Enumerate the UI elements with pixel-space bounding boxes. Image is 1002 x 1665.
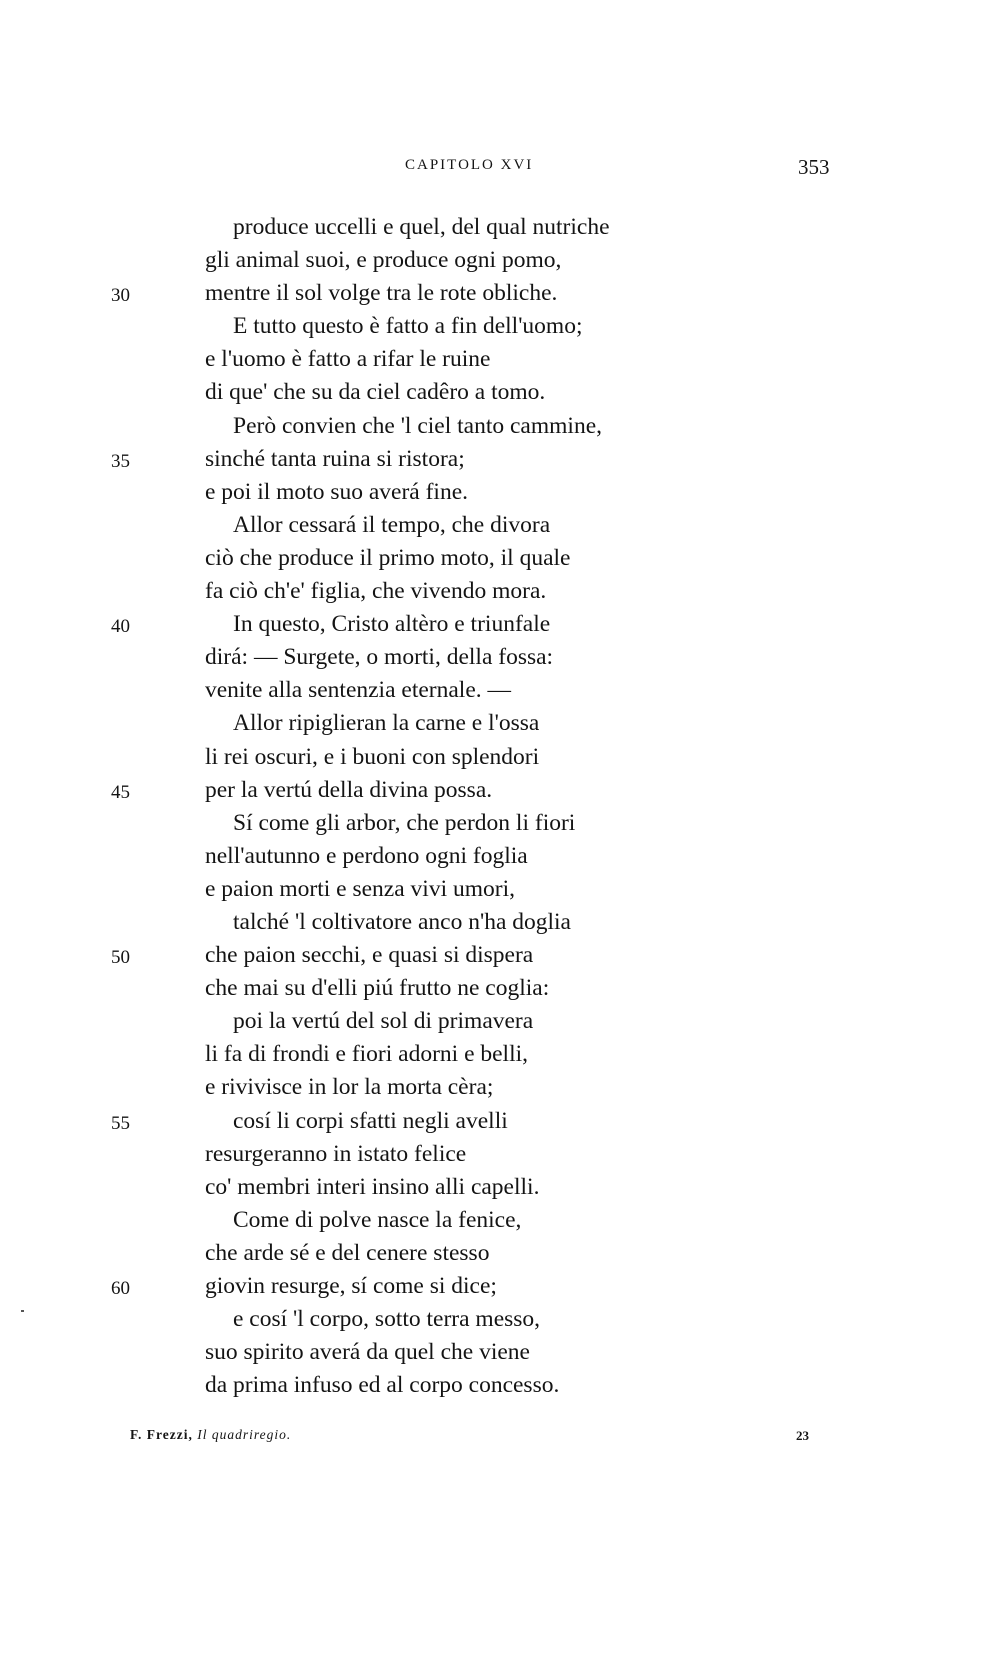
verse-text: Però convien che 'l ciel tanto cammine, <box>233 412 603 439</box>
verse-text: ciò che produce il primo moto, il quale <box>205 544 571 571</box>
signature-mark: 23 <box>796 1428 809 1443</box>
verse-line <box>0 641 1002 674</box>
verse-line <box>0 1138 1002 1171</box>
line-number: 55 <box>111 1112 130 1134</box>
verse-text: co' membri interi insino alli capelli. <box>205 1173 540 1200</box>
verse-text: da prima infuso ed al corpo concesso. <box>205 1372 560 1399</box>
verse-line <box>0 1369 1002 1402</box>
verse-text: poi la vertú del sol di primavera <box>233 1008 534 1035</box>
verse-line <box>0 343 1002 376</box>
verse-text: fa ciò ch'e' figlia, che vivendo mora. <box>205 578 547 605</box>
verse-line <box>0 310 1002 343</box>
verse-text: che paion secchi, e quasi si dispera <box>205 942 534 969</box>
footer-work-title: Il quadriregio. <box>197 1427 292 1442</box>
verse-text: Allor cessará il tempo, che divora <box>233 511 551 538</box>
verse-line <box>0 1005 1002 1038</box>
verse-text: e paion morti e senza vivi umori, <box>205 875 515 902</box>
verse-text: resurgeranno in istato felice <box>205 1140 467 1167</box>
verse-line <box>0 608 1002 641</box>
verse-text: li fa di frondi e fiori adorni e belli, <box>205 1041 529 1068</box>
line-number: 45 <box>111 781 130 803</box>
line-number: 60 <box>111 1278 130 1299</box>
verse-text: nell'autunno e perdono ogni foglia <box>205 842 528 869</box>
verse-line <box>0 1204 1002 1237</box>
footer-citation <box>130 1427 291 1443</box>
line-number: 50 <box>111 947 130 969</box>
verse-line <box>0 1336 1002 1369</box>
page-number: 353 <box>798 155 830 179</box>
verse-text: per la vertú della divina possa. <box>205 776 493 803</box>
verse-text: di que' che su da ciel cadêro a tomo. <box>205 379 546 406</box>
verse-text: In questo, Cristo altèro e triunfale <box>233 611 551 638</box>
verse-text: talché 'l coltivatore anco n'ha doglia <box>233 908 571 935</box>
verse-text: E tutto questo è fatto a fin dell'uomo; <box>233 313 583 340</box>
verse-line <box>0 1071 1002 1104</box>
verse-text: venite alla sentenzia eternale. — <box>205 677 511 704</box>
verse-line <box>0 873 1002 906</box>
verse-line <box>0 476 1002 509</box>
verse-text: li rei oscuri, e i buoni con splendori <box>205 743 540 770</box>
verse-line <box>0 972 1002 1005</box>
verse-line <box>0 244 1002 277</box>
verse-line <box>0 211 1002 244</box>
verse-text: e poi il moto suo averá fine. <box>205 478 468 505</box>
verse-line <box>0 277 1002 310</box>
verse-line <box>0 443 1002 476</box>
line-number: 35 <box>111 450 130 472</box>
verse-line <box>0 542 1002 575</box>
poem-text <box>0 211 1002 1402</box>
verse-text: e rivivisce in lor la morta cèra; <box>205 1074 494 1101</box>
verse-text: Come di polve nasce la fenice, <box>233 1206 522 1233</box>
verse-text: che mai su d'elli piú frutto ne coglia: <box>205 975 550 1002</box>
verse-line <box>0 575 1002 608</box>
verse-line <box>0 1270 1002 1303</box>
verse-text: Allor ripiglieran la carne e l'ossa <box>233 710 540 737</box>
verse-text: produce uccelli e quel, del qual nutriche <box>233 214 610 240</box>
verse-line <box>0 1038 1002 1071</box>
verse-text: dirá: — Surgete, o morti, della fossa: <box>205 644 554 671</box>
line-number: 30 <box>111 285 130 307</box>
verse-line <box>0 939 1002 972</box>
verse-text: che arde sé e del cenere stesso <box>205 1239 490 1266</box>
verse-line <box>0 509 1002 542</box>
chapter-title: CAPITOLO XVI <box>405 157 534 173</box>
verse-line <box>0 1303 1002 1336</box>
verse-text: mentre il sol volge tra le rote obliche. <box>205 280 558 307</box>
verse-text: cosí li corpi sfatti negli avelli <box>233 1107 508 1134</box>
footer-author: F. Frezzi, <box>130 1427 193 1442</box>
verse-line <box>0 774 1002 807</box>
verse-line <box>0 840 1002 873</box>
verse-text: Sí come gli arbor, che perdon li fiori <box>233 809 576 836</box>
verse-text: giovin resurge, sí come si dice; <box>205 1273 497 1299</box>
verse-text: suo spirito averá da quel che viene <box>205 1339 530 1366</box>
verse-line <box>0 376 1002 409</box>
line-number: 40 <box>111 616 130 638</box>
verse-text: e cosí 'l corpo, sotto terra messo, <box>233 1306 541 1333</box>
scan-speck <box>21 1310 24 1312</box>
verse-line <box>0 707 1002 740</box>
verse-line <box>0 807 1002 840</box>
verse-text: sinché tanta ruina si ristora; <box>205 445 465 472</box>
verse-line <box>0 741 1002 774</box>
verse-line <box>0 1237 1002 1270</box>
verse-line <box>0 410 1002 443</box>
verse-line <box>0 1171 1002 1204</box>
verse-text: e l'uomo è fatto a rifar le ruine <box>205 346 491 373</box>
verse-line <box>0 674 1002 707</box>
verse-line <box>0 906 1002 939</box>
verse-line <box>0 1105 1002 1138</box>
verse-text: gli animal suoi, e produce ogni pomo, <box>205 247 562 274</box>
